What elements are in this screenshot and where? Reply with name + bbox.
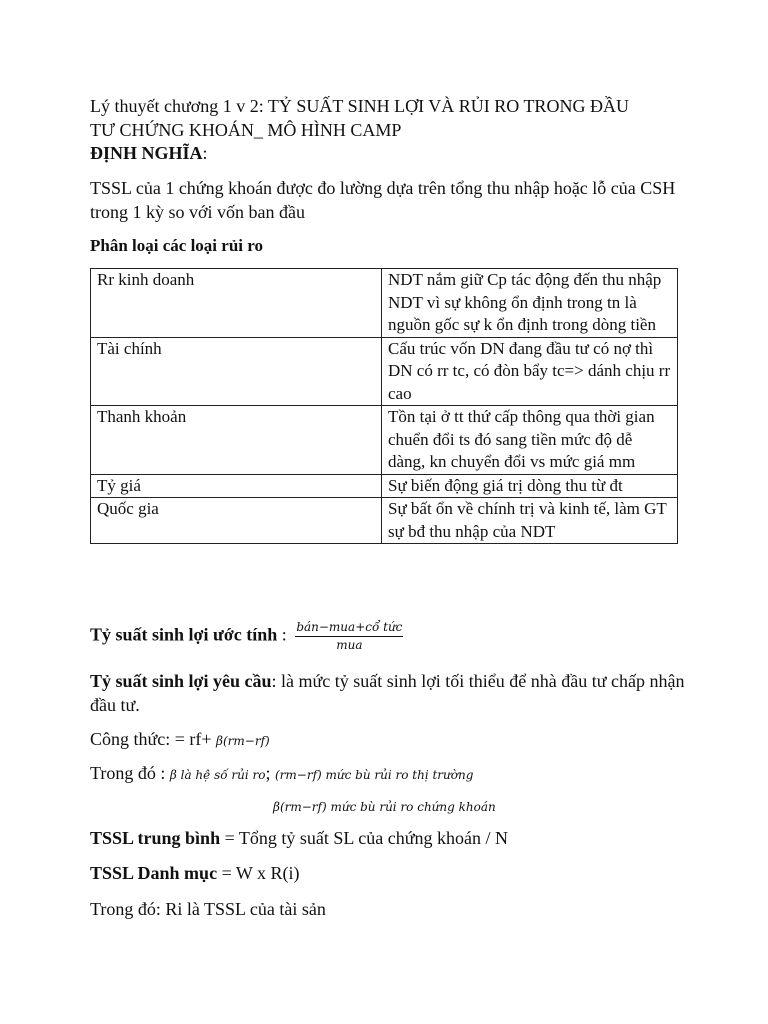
risk-type-cell: Tài chính [91,337,382,406]
risk-type-cell: Quốc gia [91,498,382,544]
risk-description-cell: Tồn tại ở tt thứ cấp thông qua thời gian chuển đổi ts đó sang tiền mức độ dễ dàng, kn chuyển đổi vs mức giá mm [382,406,678,475]
table-row [91,406,678,475]
required-return-paragraph [90,669,690,717]
title-line-1: Lý thuyết chương 1 v 2: TỶ SUẤT SINH LỢI VÀ RỦI RO TRONG ĐẦU [90,96,629,116]
document-title [90,94,690,142]
security-premium-text: β(rm−rf) mức bù rủi ro chứng khoán [273,800,496,814]
table-row [91,474,678,498]
beta-definition: β là hệ số rủi ro [169,768,266,782]
average-return-text: = Tổng tỷ suất SL của chứng khoán / N [220,828,508,848]
risk-description-cell: Sự biến động giá trị dòng thu từ đt [382,474,678,498]
required-return-label: Tỷ suất sinh lợi yêu cầu [90,671,272,691]
risk-description-cell: Cấu trúc vốn DN đang đầu tư có nợ thì DN có rr tc, có đòn bẩy tc=> dánh chịu rr cao [382,337,678,406]
where-label: Trong đó : [90,763,170,783]
risk-type-cell: Thanh khoản [91,406,382,475]
table-row [91,337,678,406]
estimated-return-label: Tỷ suất sinh lợi ước tính [90,624,278,645]
table-row [91,498,678,544]
portfolio-return-label: TSSL Danh mục [90,863,218,883]
average-return-label: TSSL trung bình [90,828,221,848]
portfolio-return-text: = W x R(i) [217,863,300,883]
risk-description-cell: Sự bất ổn về chính trị và kinh tế, làm GT sự bđ thu nhập của NDT [382,498,678,544]
portfolio-return-line [90,861,690,885]
average-return-line [90,826,690,850]
estimated-return-line [90,620,690,653]
definition-text: TSSL của 1 chứng khoán được đo lường dựa trên tổng thu nhập hoặc lỗ của CSH trong 1 kỳ so với vốn ban đầu [90,178,676,222]
risk-type-cell: Tỷ giá [91,474,382,498]
risk-type-cell: Rr kinh doanh [91,269,382,338]
definition-colon: : [202,143,208,163]
definition-heading: ĐỊNH NGHĨA [90,143,203,163]
fraction-numerator: bán−mua+cổ tức [295,620,403,637]
classification-heading: Phân loại các loại rủi ro [90,236,263,255]
where-semicolon: ; [265,763,271,783]
estimated-return-sep: : [277,624,292,645]
security-premium-definition [273,793,673,819]
market-premium-definition: (rm−rf) mức bù rủi ro thị trường [274,768,474,782]
formula-label: Công thức: = rf+ [90,729,212,749]
estimated-return-fraction [295,620,403,653]
required-return-text: : là mức tỷ suất sinh lợi tối thiểu để nhà đầu tư chấp nhận đầu tư. [90,671,685,715]
risk-description-cell: NDT nắm giữ Cp tác động đến thu nhập NDT vì sự không ổn định trong tn là nguồn gốc sự k ổn định trong dòng tiền [382,269,678,338]
formula-expression: β(rm−rf) [216,734,270,748]
formula-line [90,727,690,753]
definition-heading-line [90,141,690,165]
title-line-2: TƯ CHỨNG KHOÁN_ MÔ HÌNH CAMP [90,120,402,140]
ri-note: Trong đó: Ri là TSSL của tài sản [90,899,326,919]
table-row [91,269,678,338]
risk-table [90,268,678,544]
where-line [90,761,690,787]
fraction-denominator: mua [336,638,363,652]
